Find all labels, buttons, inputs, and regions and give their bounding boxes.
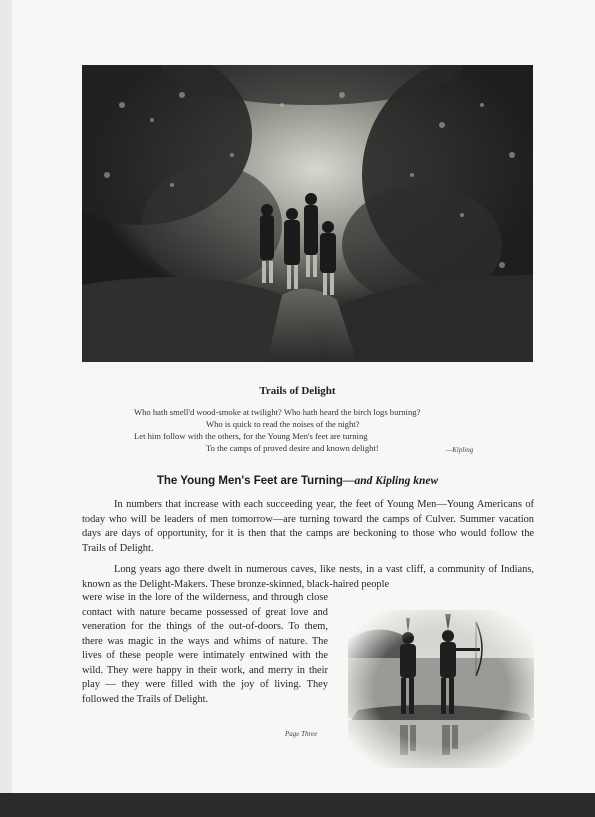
indian-archers-on-lakeshore-photo xyxy=(348,610,534,768)
boys-hiking-forest-trail-photo xyxy=(82,65,533,362)
poem-line: Who hath smell'd wood-smoke at twilight? Who hath heard the birch logs burning? xyxy=(134,407,421,417)
paragraph: In numbers that increase with each succeeding year, the feet of Young Men—Young Americans of today who will be leaders of men tomorrow—are turning toward the camps of Culver. Summer vacation days are days of opportunity, for it is then that the camps are beckoning to those who would follow the Trails of Delight. xyxy=(82,499,534,554)
heading-main: The Young Men's Feet are Turning xyxy=(156,475,343,487)
page-number: Page Three xyxy=(285,730,318,738)
scan-bottom-edge xyxy=(0,793,595,817)
poem-line: Who is quick to read the noises of the night? xyxy=(206,419,360,429)
poem-line: To the camps of proved desire and known delight! xyxy=(206,443,379,453)
article-heading xyxy=(0,475,595,487)
heading-italic: —and Kipling knew xyxy=(342,475,439,487)
poem-title: Trails of Delight xyxy=(259,385,336,397)
paragraph: were wise in the lore of the wilderness, and through close contact with nature became possessed of great love and veneration for the things of the out-of-doors. To them, there was magic in the ways and whims of nature. The lives of these people were intimately entwined with the wild. They were happy in their work, and merry in their play — they were filled with the joy of living. They followed the Trails of Delight. xyxy=(82,592,328,705)
poem-attribution: —Kipling xyxy=(446,446,474,454)
paragraph: Long years ago there dwelt in numerous caves, like nests, in a vast cliff, a community of Indians, known as the Delight-Makers. These bronze-skinned, black-haired people xyxy=(82,564,534,590)
poem-line: Let him follow with the others, for the Young Men's feet are turning xyxy=(134,431,368,441)
